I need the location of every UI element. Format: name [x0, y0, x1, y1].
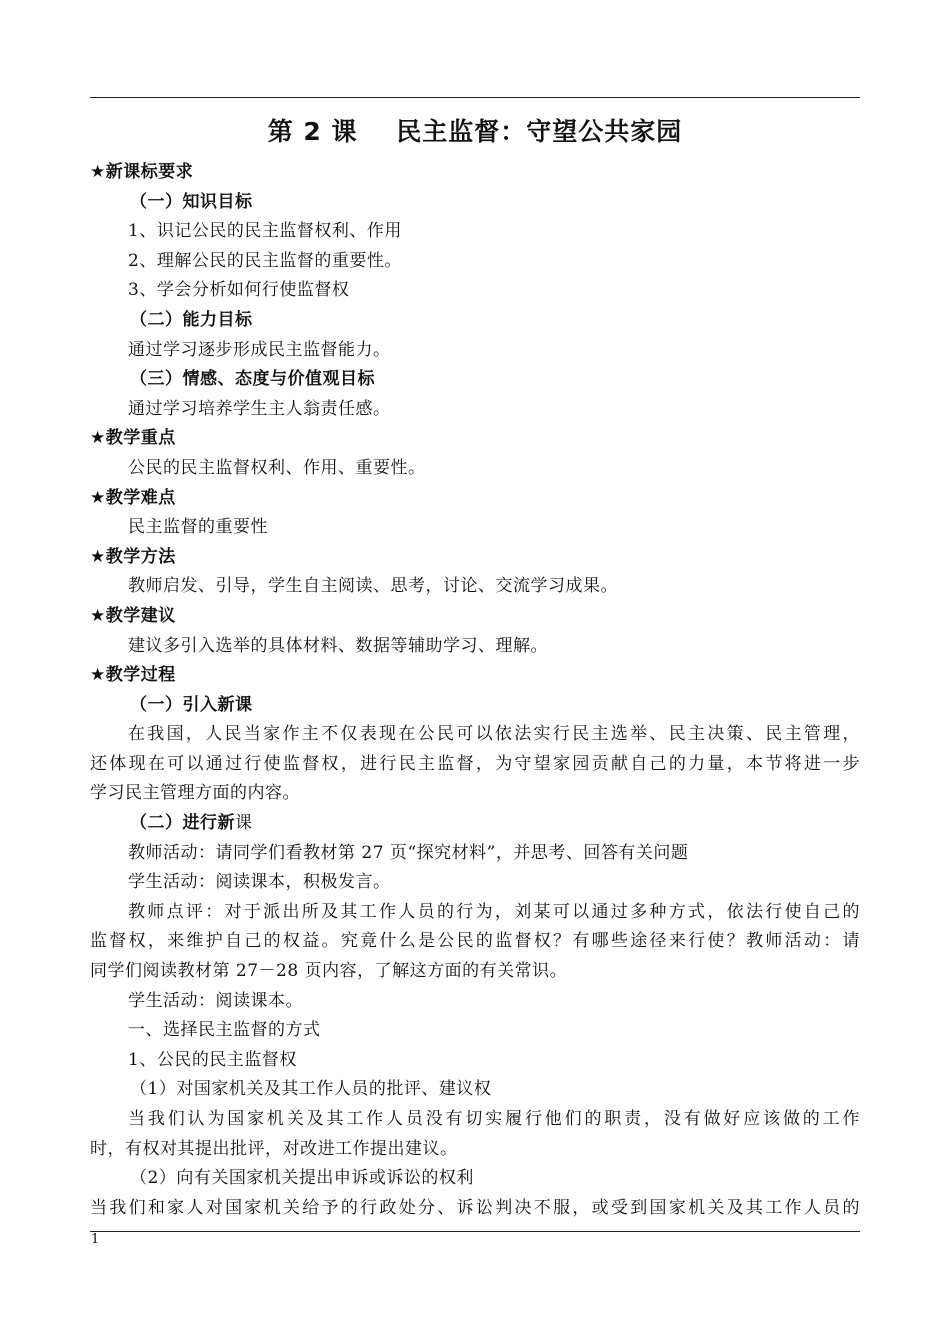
subsection-heading-tail: 课	[235, 813, 253, 834]
body-line: 建议多引入选举的具体材料、数据等辅助学习、理解。	[128, 635, 548, 656]
body-line: 当我们和家人对国家机关给予的行政处分、诉讼判决不服，或受到国家机关及其工作人员的	[90, 1197, 860, 1218]
section-heading: ★教学建议	[90, 605, 176, 626]
document-body	[90, 158, 860, 1223]
body-line: 1、识记公民的民主监督权利、作用	[128, 221, 402, 242]
body-line: 在我国，人民当家作主不仅表现在公民可以依法实行民主选举、民主决策、民主管理，	[128, 724, 860, 745]
page-number: 1	[91, 1232, 100, 1247]
body-line: 教师点评：对于派出所及其工作人员的行为，刘某可以通过多种方式，依法行使自己的	[128, 901, 860, 922]
body-line: 学生活动：阅读课本。	[128, 990, 303, 1011]
header-rule	[90, 97, 860, 98]
section-heading: ★新课标要求	[90, 162, 194, 182]
section-heading: ★教学重点	[90, 428, 176, 449]
body-line: 同学们阅读教材第 27－28 页内容，了解这方面的有关常识。	[90, 961, 568, 982]
body-line: 3、学会分析如何行使监督权	[128, 280, 350, 301]
subsection-heading: （一）知识目标	[130, 191, 253, 212]
body-line: 公民的民主监督权利、作用、重要性。	[128, 457, 426, 478]
section-heading: ★教学过程	[90, 665, 176, 686]
subsection-heading: （二）能力目标	[130, 309, 253, 330]
body-line: 还体现在可以通过行使监督权，进行民主监督，为守望家园贡献自己的力量，本节将进一步	[90, 753, 860, 774]
body-line: 2、理解公民的民主监督的重要性。	[128, 250, 402, 271]
section-heading: ★教学方法	[90, 546, 176, 567]
subsection-heading: （一）引入新课	[130, 694, 253, 715]
body-line: （2）向有关国家机关提出申诉或诉讼的权利	[130, 1168, 474, 1189]
body-line: 一、选择民主监督的方式	[128, 1020, 321, 1041]
body-line: （1）对国家机关及其工作人员的批评、建议权	[130, 1079, 492, 1100]
body-line: 当我们认为国家机关及其工作人员没有切实履行他们的职责，没有做好应该做的工作	[128, 1109, 860, 1129]
section-heading: ★教学难点	[90, 487, 176, 508]
footer-rule	[90, 1231, 860, 1232]
page-title: 第 2 课 民主监督：守望公共家园	[267, 117, 683, 146]
body-line: 通过学习培养学生主人翁责任感。	[128, 398, 391, 419]
body-line: 民主监督的重要性	[128, 517, 268, 538]
subsection-heading-bold: （二）进行新	[130, 813, 235, 834]
subsection-heading: （三）情感、态度与价值观目标	[130, 369, 375, 390]
body-line: 1、公民的民主监督权	[128, 1049, 297, 1070]
body-line: 通过学习逐步形成民主监督能力。	[128, 339, 391, 360]
body-line: 学习民主管理方面的内容。	[90, 783, 300, 804]
body-line: 学生活动：阅读课本，积极发言。	[128, 872, 391, 893]
body-line: 教师启发、引导，学生自主阅读、思考，讨论、交流学习成果。	[128, 576, 618, 597]
body-line: 时，有权对其提出批评，对改进工作提出建议。	[90, 1138, 458, 1159]
body-line: 监督权，来维护自己的权益。究竟什么是公民的监督权？有哪些途径来行使？教师活动：请	[90, 931, 860, 952]
subsection-heading	[90, 809, 860, 839]
body-line: 教师活动：请同学们看教材第 27 页“探究材料”，并思考、回答有关问题	[128, 842, 689, 863]
